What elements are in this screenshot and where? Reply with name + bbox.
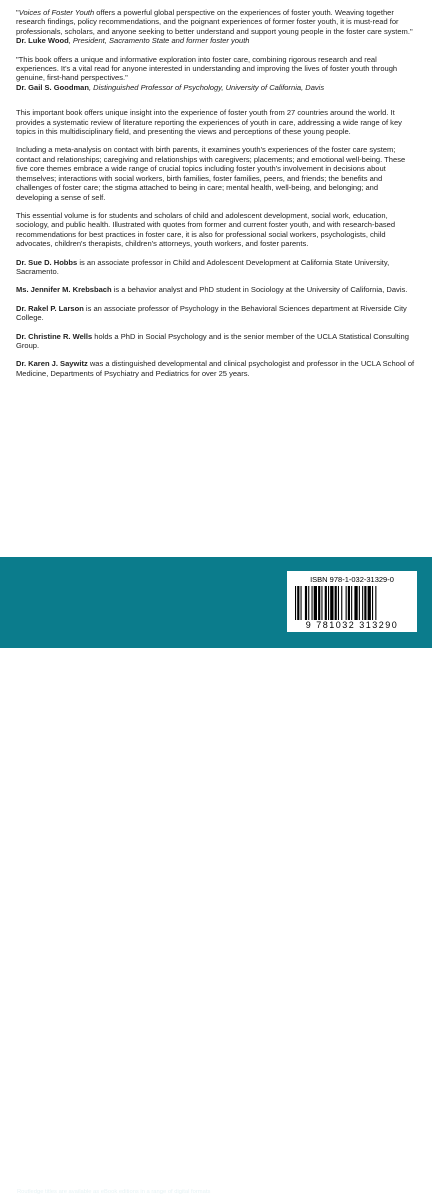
endorser-name: Dr. Gail S. Goodman <box>16 82 89 92</box>
endorser-role: , Distinguished Professor of Psychology, University of California, Davis <box>88 82 325 92</box>
author-name: Dr. Christine R. Wells <box>16 331 93 341</box>
author-bio-text: is a behavior analyst and PhD student in Sociology at the University of California, Davis. <box>111 285 408 295</box>
endorsement-quote-1 <box>16 8 416 46</box>
quote-attribution <box>16 36 416 45</box>
quote-attribution <box>16 83 416 92</box>
author-bio <box>16 258 416 277</box>
publisher-name: Routledge <box>37 1128 91 1143</box>
author-bio-text: is an associate professor in Child and Adolescent Development at California State University, Sacramento. <box>16 257 390 276</box>
endorsement-quote-2 <box>16 55 416 93</box>
ebook-note: Routledge titles are available as eBook editions in a range of digital formats <box>17 1189 211 1195</box>
back-cover-text <box>16 8 416 387</box>
quote-open-mark: " <box>16 8 19 17</box>
description-paragraph-2: Including a meta-analysis on contact with birth parents, it examines youth's experiences of the foster care system; contact and relationships; caregiving and relationships with caregivers; placements; and emotional well-being. These five core themes embrace a wide range of crucial topics including foster youth's involvement in decisions about themselves; interactions with social workers, birth families, foster families, peers, and friends; the benefits and challenges of foster care; the stigma attached to being in care; mental health, well-being, and belonging; and developing a sense of self. <box>16 145 406 202</box>
quote-text: "This book offers a unique and informative exploration into foster care, combining rigorous research and real experiences. It's a vital read for anyone interested in understanding and improving the lives of foster youth through genuine, first-hand perspectives." <box>16 54 398 83</box>
routledge-logo <box>17 1129 98 1151</box>
isbn-barcode <box>287 571 417 632</box>
author-bio-text: was a distinguished developmental and clinical psychologist and professor in the UCLA School of Medicine, Departments of Psychiatry and Pediatrics for over 25 years. <box>16 359 415 378</box>
description-paragraph-3: This essential volume is for students and scholars of child and adolescent development, social work, education, sociology, and public health. Illustrated with quotes from former and current foster youth, and with research-based recommendations for best practices in foster care, it is also for professional social workers, psychologists, child advocates, children's therapists, children's attorneys, youth workers, and foster parents. <box>16 210 396 249</box>
author-bio <box>16 304 416 323</box>
publisher-website: www.routledge.com <box>17 1160 72 1167</box>
author-name: Dr. Sue D. Hobbs <box>16 257 78 267</box>
barcode-graphic <box>295 586 409 620</box>
quote-text: offers a powerful global perspective on the experiences of foster youth. Weaving together research findings, policy recommendations, and the poignant experiences of former foster youth, it is must-read for professionals, scholars, and anyone seeking to better understand and support young people in the foster care system." <box>16 8 413 36</box>
author-bio-text: is an associate professor of Psychology in the Behavioral Sciences department at Riverside City College. <box>16 303 407 323</box>
author-name: Dr. Rakel P. Larson <box>16 303 84 313</box>
barcode-number: 9 781032 313290 <box>305 620 399 630</box>
routledge-r-icon <box>17 1129 32 1151</box>
author-bio-text: holds a PhD in Social Psychology and is the senior member of the UCLA Statistical Consulting Group. <box>16 331 409 350</box>
author-name: Dr. Karen J. Saywitz <box>16 359 88 369</box>
description-paragraph-1: This important book offers unique insight into the experience of foster youth from 27 countries around the world. It provides a systematic review of literature reporting the experiences of youth in care, addressing a wide range of key topics in this multidisciplinary field, and presenting the views and perceptions of these young people. <box>16 108 402 137</box>
isbn-text: ISBN 978-1-032-31329-0 <box>310 575 394 584</box>
author-bio <box>16 285 416 294</box>
endorser-name: Dr. Luke Wood <box>16 36 69 46</box>
author-bio <box>16 359 416 378</box>
publisher-subtitle: Taylor & Francis Group <box>37 1144 99 1150</box>
svg-text:R: R <box>19 1133 30 1150</box>
author-name: Ms. Jennifer M. Krebsbach <box>16 285 112 295</box>
book-title-italic: Voices of Foster Youth <box>18 8 95 17</box>
endorser-role: , President, Sacramento State and former foster youth <box>68 36 250 46</box>
author-bio <box>16 332 416 351</box>
